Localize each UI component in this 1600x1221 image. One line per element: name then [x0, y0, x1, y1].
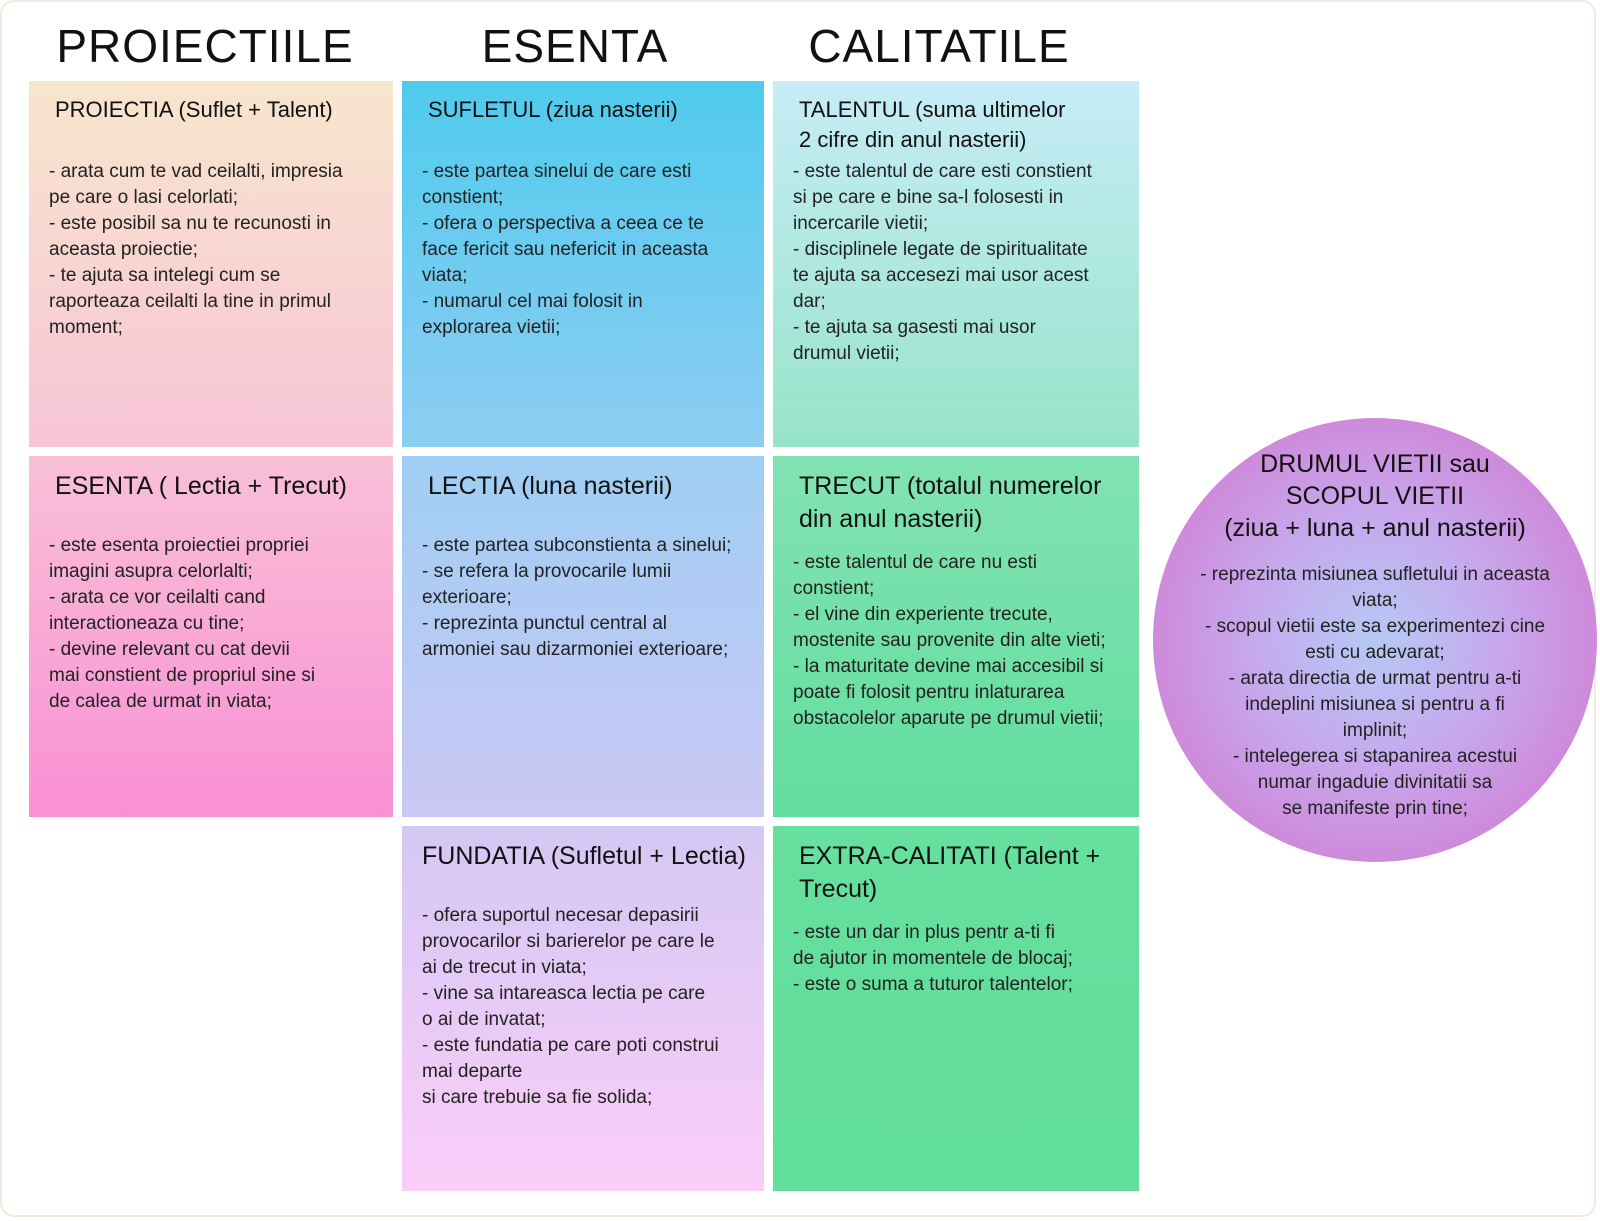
circle-drumul-vietii	[1153, 418, 1597, 862]
box-fundatia	[402, 826, 764, 1191]
box-proiectia-title: PROIECTIA (Suflet + Talent)	[55, 97, 333, 122]
list-item: - este o suma a tuturor talentelor;	[793, 974, 1073, 995]
circle-list	[1181, 562, 1569, 822]
box-trecut	[773, 456, 1139, 817]
list-item: - reprezinta punctul central al armoniei sau dizarmoniei exterioare;	[422, 613, 729, 660]
circle-title: DRUMUL VIETII sau SCOPUL VIETII (ziua + luna + anul nasterii)	[1224, 450, 1526, 542]
list-item: - ofera o perspectiva a ceea ce te face fericit sau nefericit in aceasta viata;	[422, 213, 709, 286]
list-item: - numarul cel mai folosit in explorarea vietii;	[422, 291, 643, 338]
column-title-proiectiile: PROIECTIILE	[56, 20, 354, 72]
box-extra-calitati-list	[793, 920, 1125, 998]
box-trecut-title: TRECUT (totalul numerelor din anul nasterii)	[799, 472, 1102, 533]
box-esenta-title: ESENTA ( Lectia + Trecut)	[55, 472, 348, 500]
list-item: - se refera la provocarile lumii exterioare;	[422, 561, 672, 608]
box-talentul	[773, 81, 1139, 447]
box-lectia-title: LECTIA (luna nasterii)	[428, 472, 673, 500]
list-item: - este talentul de care nu esti constient;	[793, 552, 1037, 599]
list-item: - este talentul de care esti constient si pe care e bine sa-l folosesti in incercarile vietii;	[793, 161, 1092, 234]
box-proiectia-list	[49, 159, 379, 341]
box-sufletul-title: SUFLETUL (ziua nasterii)	[428, 97, 678, 122]
box-talentul-list	[793, 159, 1125, 367]
box-extra-calitati	[773, 826, 1139, 1191]
box-sufletul	[402, 81, 764, 447]
box-trecut-list	[793, 550, 1125, 732]
list-item: - este partea subconstienta a sinelui;	[422, 535, 732, 556]
box-lectia	[402, 456, 764, 817]
list-item: - scopul vietii este sa experimentezi cine esti cu adevarat;	[1204, 616, 1546, 663]
column-title-esenta: ESENTA	[481, 20, 669, 72]
list-item: - ofera suportul necesar depasirii provocarilor si barierelor pe care le ai de trecut in viata;	[422, 905, 715, 978]
list-item: - este un dar in plus pentr a-ti fi de ajutor in momentele de blocaj;	[793, 922, 1073, 969]
box-extra-calitati-title: EXTRA-CALITATI (Talent + Trecut)	[799, 842, 1101, 903]
box-lectia-list	[422, 533, 750, 663]
list-item: - devine relevant cu cat devii mai constient de propriul sine si de calea de urmat in viata;	[49, 639, 316, 712]
list-item: - este esenta proiectiei propriei imagini asupra celorlalti;	[49, 535, 309, 582]
list-item: - te ajuta sa gasesti mai usor drumul vietii;	[793, 317, 1036, 364]
list-item: - te ajuta sa intelegi cum se raporteaza ceilalti la tine in primul moment;	[49, 265, 331, 338]
list-item: - el vine din experiente trecute, mostenite sau provenite din alte vieti;	[793, 604, 1106, 651]
list-item: - disciplinele legate de spiritualitate te ajuta sa accesezi mai usor acest dar;	[793, 239, 1089, 312]
column-title-calitatile: CALITATILE	[808, 20, 1070, 72]
list-item: - este posibil sa nu te recunosti in aceasta proiectie;	[49, 213, 331, 260]
list-item: - arata directia de urmat pentru a-ti indeplini misiunea si pentru a fi implinit;	[1228, 668, 1522, 741]
box-esenta	[29, 456, 393, 817]
list-item: - vine sa intareasca lectia pe care o ai de invatat;	[422, 983, 706, 1030]
box-fundatia-list	[422, 903, 750, 1111]
list-item: - este partea sinelui de care esti constient;	[422, 161, 692, 208]
box-esenta-list	[49, 533, 379, 715]
box-fundatia-title: FUNDATIA (Sufletul + Lectia)	[422, 842, 746, 870]
box-proiectia	[29, 81, 393, 447]
list-item: - intelegerea si stapanirea acestui numar ingaduie divinitatii sa se manifeste prin tine;	[1232, 746, 1518, 819]
box-sufletul-list	[422, 159, 750, 341]
list-item: - arata ce vor ceilalti cand interactioneaza cu tine;	[49, 587, 266, 634]
list-item: - reprezinta misiunea sufletului in aceasta viata;	[1200, 564, 1550, 611]
list-item: - este fundatia pe care poti construi mai departe si care trebuie sa fie solida;	[422, 1035, 719, 1108]
list-item: - arata cum te vad ceilalti, impresia pe care o lasi celorlati;	[49, 161, 343, 208]
list-item: - la maturitate devine mai accesibil si poate fi folosit pentru inlaturarea obstacolelor aparute pe drumul vietii;	[793, 656, 1104, 729]
box-talentul-title: TALENTUL (suma ultimelor 2 cifre din anul nasterii)	[799, 97, 1066, 152]
